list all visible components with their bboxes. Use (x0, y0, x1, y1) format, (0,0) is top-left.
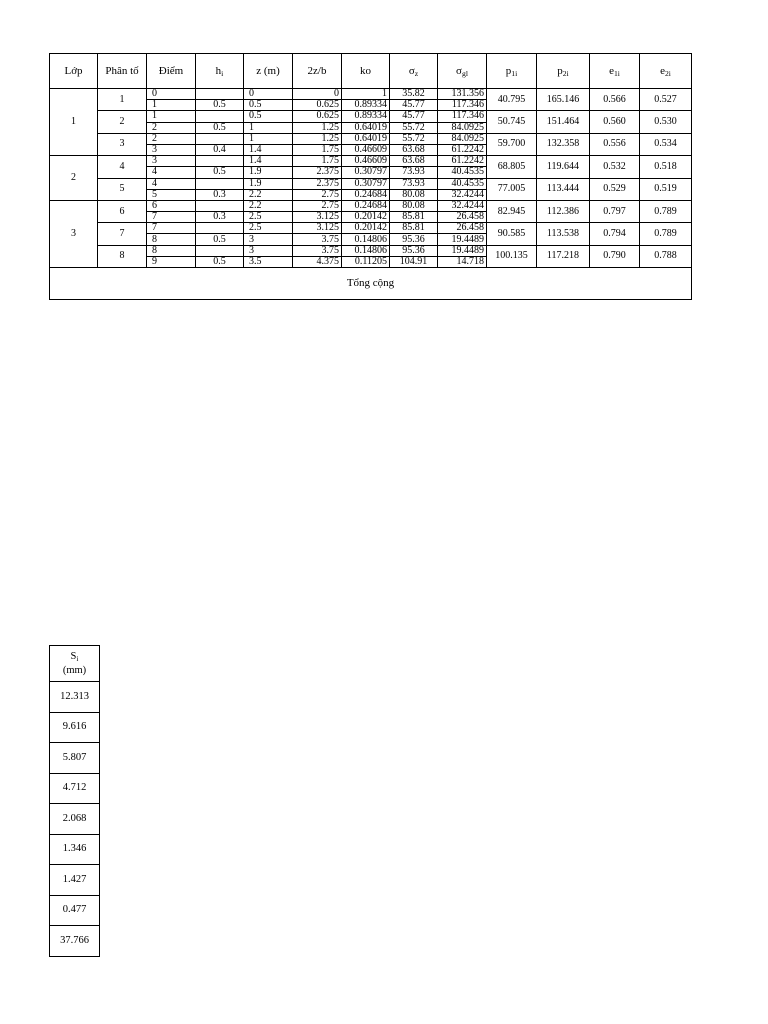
two-z-b-cell: 2.75 (293, 189, 342, 200)
e2-cell: 0.789 (640, 223, 692, 245)
table-row (50, 223, 692, 234)
si-row (50, 773, 100, 804)
settlement-si-table (49, 645, 100, 957)
point-cell: 5 (147, 189, 196, 200)
two-z-b-cell: 2.75 (293, 200, 342, 211)
ko-cell: 0.64019 (342, 122, 390, 133)
header-ko: ko (342, 54, 390, 89)
point-cell: 8 (147, 245, 196, 256)
two-z-b-cell: 0.625 (293, 100, 342, 111)
two-z-b-cell: 3.75 (293, 245, 342, 256)
two-z-b-cell: 1.75 (293, 144, 342, 155)
element-cell: 1 (98, 89, 147, 111)
sigma-gl-cell: 19.4489 (438, 234, 487, 245)
z-cell: 3 (244, 245, 293, 256)
header-2zb: 2z/b (293, 54, 342, 89)
two-z-b-cell: 1.25 (293, 133, 342, 144)
ko-cell: 0.89334 (342, 100, 390, 111)
two-z-b-cell: 4.375 (293, 256, 342, 267)
element-cell: 8 (98, 245, 147, 267)
ko-cell: 0.30797 (342, 178, 390, 189)
si-row (50, 926, 100, 957)
sigma-gl-cell: 26.458 (438, 212, 487, 223)
si-value-cell: 12.313 (50, 682, 100, 713)
layer-cell: 2 (50, 156, 98, 201)
p1-cell: 50.745 (487, 111, 537, 133)
two-z-b-cell: 3.125 (293, 212, 342, 223)
si-row (50, 834, 100, 865)
settlement-table (49, 53, 692, 300)
hi-cell (196, 245, 244, 256)
p1-cell: 59.700 (487, 133, 537, 155)
sigma-gl-cell: 131.356 (438, 89, 487, 100)
z-cell: 1.4 (244, 144, 293, 155)
e2-cell: 0.530 (640, 111, 692, 133)
sigma-z-cell: 104.91 (390, 256, 438, 267)
sigma-gl-cell: 19.4489 (438, 245, 487, 256)
p1-cell: 100.135 (487, 245, 537, 267)
two-z-b-cell: 2.375 (293, 167, 342, 178)
z-cell: 3.5 (244, 256, 293, 267)
si-row (50, 804, 100, 835)
e2-cell: 0.527 (640, 89, 692, 111)
hi-cell: 0.3 (196, 212, 244, 223)
si-row (50, 743, 100, 774)
z-cell: 2.5 (244, 212, 293, 223)
hi-cell (196, 178, 244, 189)
si-value-cell: 1.427 (50, 865, 100, 896)
header-hi: $h_i$ (196, 54, 244, 89)
sigma-z-cell: 55.72 (390, 133, 438, 144)
e2-cell: 0.519 (640, 178, 692, 200)
ko-cell: 0.30797 (342, 167, 390, 178)
hi-cell (196, 200, 244, 211)
z-cell: 0.5 (244, 100, 293, 111)
p2-cell: 132.358 (537, 133, 590, 155)
p1-cell: 77.005 (487, 178, 537, 200)
sigma-z-cell: 85.81 (390, 212, 438, 223)
sigma-z-cell: 35.82 (390, 89, 438, 100)
z-cell: 1.4 (244, 156, 293, 167)
total-row (50, 268, 692, 300)
table-row (50, 111, 692, 122)
si-value-cell: 2.068 (50, 804, 100, 835)
table-row (50, 178, 692, 189)
ko-cell: 1 (342, 89, 390, 100)
sigma-gl-cell: 61.2242 (438, 144, 487, 155)
ko-cell: 0.64019 (342, 133, 390, 144)
z-cell: 1.9 (244, 167, 293, 178)
two-z-b-cell: 2.375 (293, 178, 342, 189)
e2-cell: 0.789 (640, 200, 692, 222)
point-cell: 8 (147, 234, 196, 245)
sigma-gl-cell: 61.2242 (438, 156, 487, 167)
point-cell: 3 (147, 156, 196, 167)
element-cell: 5 (98, 178, 147, 200)
sigma-z-cell: 45.77 (390, 100, 438, 111)
header-e2i: $e_{2i}$ (640, 54, 692, 89)
si-value-cell: 0.477 (50, 895, 100, 926)
point-cell: 1 (147, 111, 196, 122)
point-cell: 9 (147, 256, 196, 267)
header-sigma-z: $\sigma_z$ (390, 54, 438, 89)
sigma-z-cell: 85.81 (390, 223, 438, 234)
hi-cell: 0.5 (196, 234, 244, 245)
point-cell: 4 (147, 178, 196, 189)
hi-cell: 0.5 (196, 122, 244, 133)
z-cell: 1 (244, 122, 293, 133)
si-row (50, 712, 100, 743)
layer-cell: 1 (50, 89, 98, 156)
hi-cell (196, 89, 244, 100)
point-cell: 1 (147, 100, 196, 111)
point-cell: 4 (147, 167, 196, 178)
hi-cell: 0.5 (196, 100, 244, 111)
ko-cell: 0.20142 (342, 223, 390, 234)
z-cell: 1 (244, 133, 293, 144)
sigma-z-cell: 63.68 (390, 156, 438, 167)
point-cell: 7 (147, 212, 196, 223)
z-cell: 2.2 (244, 189, 293, 200)
sigma-z-cell: 73.93 (390, 167, 438, 178)
ko-cell: 0.20142 (342, 212, 390, 223)
ko-cell: 0.14806 (342, 234, 390, 245)
si-value-cell: 37.766 (50, 926, 100, 957)
hi-cell (196, 223, 244, 234)
p1-cell: 82.945 (487, 200, 537, 222)
si-row (50, 865, 100, 896)
header-phan-to: Phân tố (98, 54, 147, 89)
sigma-z-cell: 63.68 (390, 144, 438, 155)
hi-cell: 0.5 (196, 256, 244, 267)
hi-cell: 0.5 (196, 167, 244, 178)
ko-cell: 0.46609 (342, 156, 390, 167)
table-row (50, 156, 692, 167)
e2-cell: 0.518 (640, 156, 692, 178)
si-value-cell: 5.807 (50, 743, 100, 774)
point-cell: 2 (147, 133, 196, 144)
sigma-z-cell: 73.93 (390, 178, 438, 189)
point-cell: 0 (147, 89, 196, 100)
sigma-z-cell: 80.08 (390, 189, 438, 200)
p1-cell: 40.795 (487, 89, 537, 111)
sigma-gl-cell: 40.4535 (438, 167, 487, 178)
element-cell: 4 (98, 156, 147, 178)
point-cell: 3 (147, 144, 196, 155)
sigma-gl-cell: 32.4244 (438, 189, 487, 200)
layer-cell: 3 (50, 200, 98, 267)
header-p2i: $p_{2i}$ (537, 54, 590, 89)
si-row (50, 895, 100, 926)
si-value-cell: 1.346 (50, 834, 100, 865)
element-cell: 6 (98, 200, 147, 222)
header-z: z (m) (244, 54, 293, 89)
sigma-z-cell: 55.72 (390, 122, 438, 133)
table-header-row (50, 54, 692, 89)
two-z-b-cell: 1.75 (293, 156, 342, 167)
hi-cell (196, 111, 244, 122)
ko-cell: 0.14806 (342, 245, 390, 256)
e1-cell: 0.560 (590, 111, 640, 133)
si-row (50, 682, 100, 713)
e1-cell: 0.566 (590, 89, 640, 111)
header-diem: Điểm (147, 54, 196, 89)
si-header-row (50, 646, 100, 682)
ko-cell: 0.89334 (342, 111, 390, 122)
p2-cell: 119.644 (537, 156, 590, 178)
z-cell: 0.5 (244, 111, 293, 122)
p1-cell: 90.585 (487, 223, 537, 245)
z-cell: 3 (244, 234, 293, 245)
ko-cell: 0.24684 (342, 200, 390, 211)
sigma-gl-cell: 26.458 (438, 223, 487, 234)
two-z-b-cell: 0 (293, 89, 342, 100)
z-cell: 2.2 (244, 200, 293, 211)
ko-cell: 0.46609 (342, 144, 390, 155)
point-cell: 6 (147, 200, 196, 211)
point-cell: 7 (147, 223, 196, 234)
sigma-gl-cell: 14.718 (438, 256, 487, 267)
e1-cell: 0.556 (590, 133, 640, 155)
table-row (50, 200, 692, 211)
e1-cell: 0.797 (590, 200, 640, 222)
header-p1i: $p_{1i}$ (487, 54, 537, 89)
p2-cell: 165.146 (537, 89, 590, 111)
e2-cell: 0.788 (640, 245, 692, 267)
two-z-b-cell: 3.125 (293, 223, 342, 234)
sigma-gl-cell: 117.346 (438, 111, 487, 122)
z-cell: 0 (244, 89, 293, 100)
e1-cell: 0.532 (590, 156, 640, 178)
two-z-b-cell: 1.25 (293, 122, 342, 133)
si-value-cell: 4.712 (50, 773, 100, 804)
ko-cell: 0.11205 (342, 256, 390, 267)
header-si: $S_i$ (mm) (50, 646, 100, 682)
e1-cell: 0.794 (590, 223, 640, 245)
point-cell: 2 (147, 122, 196, 133)
sigma-z-cell: 80.08 (390, 200, 438, 211)
e1-cell: 0.529 (590, 178, 640, 200)
p1-cell: 68.805 (487, 156, 537, 178)
p2-cell: 112.386 (537, 200, 590, 222)
p2-cell: 117.218 (537, 245, 590, 267)
header-sigma-gl: $\sigma_{gl}$ (438, 54, 487, 89)
sigma-z-cell: 95.36 (390, 245, 438, 256)
e1-cell: 0.790 (590, 245, 640, 267)
sigma-z-cell: 45.77 (390, 111, 438, 122)
header-lop: Lớp (50, 54, 98, 89)
table-row (50, 133, 692, 144)
hi-cell (196, 133, 244, 144)
p2-cell: 113.538 (537, 223, 590, 245)
sigma-gl-cell: 40.4535 (438, 178, 487, 189)
header-e1i: $e_{1i}$ (590, 54, 640, 89)
two-z-b-cell: 0.625 (293, 111, 342, 122)
z-cell: 2.5 (244, 223, 293, 234)
si-value-cell: 9.616 (50, 712, 100, 743)
element-cell: 7 (98, 223, 147, 245)
total-label: Tổng cộng (50, 268, 692, 300)
z-cell: 1.9 (244, 178, 293, 189)
sigma-gl-cell: 84.0925 (438, 133, 487, 144)
ko-cell: 0.24684 (342, 189, 390, 200)
sigma-gl-cell: 84.0925 (438, 122, 487, 133)
hi-cell: 0.3 (196, 189, 244, 200)
hi-cell: 0.4 (196, 144, 244, 155)
sigma-gl-cell: 32.4244 (438, 200, 487, 211)
p2-cell: 113.444 (537, 178, 590, 200)
sigma-gl-cell: 117.346 (438, 100, 487, 111)
two-z-b-cell: 3.75 (293, 234, 342, 245)
table-row (50, 245, 692, 256)
sigma-z-cell: 95.36 (390, 234, 438, 245)
element-cell: 2 (98, 111, 147, 133)
table-row (50, 89, 692, 100)
hi-cell (196, 156, 244, 167)
p2-cell: 151.464 (537, 111, 590, 133)
element-cell: 3 (98, 133, 147, 155)
e2-cell: 0.534 (640, 133, 692, 155)
